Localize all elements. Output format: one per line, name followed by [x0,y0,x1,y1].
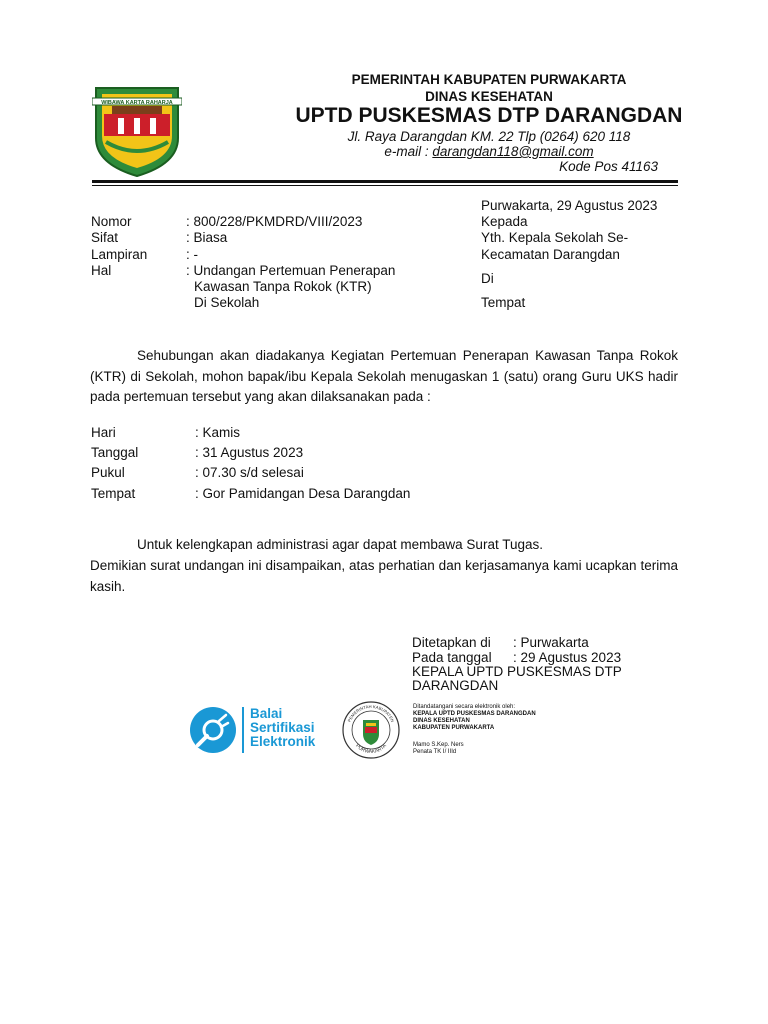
meta-label-sifat: Sifat [91,230,119,245]
sign-position-1: KEPALA UPTD PUSKESMAS DTP [412,664,622,679]
meta-value-nomor: : 800/228/PKMDRD/VIII/2023 [186,214,363,229]
meta-hal-line-3: Di Sekolah [194,295,260,310]
bse-word-3: Elektronik [250,734,316,749]
header-rule-thin [92,185,678,186]
sign-position-2: DARANGDAN [412,678,499,693]
esign-org-3: KABUPATEN PURWAKARTA [413,725,495,731]
esign-org-2: DINAS KESEHATAN [413,718,470,724]
header-department: DINAS KESEHATAN [425,89,553,104]
recipient-line-2: Kecamatan Darangdan [481,247,620,262]
emblem-banner-text: WIBAWA KARTA RAHARJA [101,100,173,106]
body-paragraph-3: Demikian surat undangan ini disampaikan, atas perhatian dan kerjasamanya kami ucapkan terima kasih. [90,558,678,594]
header-government: PEMERINTAH KABUPATEN PURWAKARTA [351,72,627,87]
postal-code: Kode Pos 41163 [559,159,658,174]
sign-ditetapkan-value: : Purwakarta [513,635,589,650]
esign-org-1: KEPALA UPTD PUSKESMAS DARANGDAN [413,711,536,717]
bse-word-1: Balai [250,706,283,721]
event-value-hari: : Kamis [195,425,241,440]
esign-intro: Ditandatangani secara elektronik oleh: [413,704,516,710]
bse-word-2: Sertifikasi [250,720,315,735]
recipient-line-1: Yth. Kepala Sekolah Se- [481,230,629,245]
header-email-line [200,143,768,160]
event-label-pukul: Pukul [91,465,125,480]
recipient-place: Tempat [481,295,526,310]
header-title: UPTD PUSKESMAS DTP DARANGDAN [295,104,683,127]
meta-label-lampiran: Lampiran [91,247,148,262]
recipient-di: Di [481,271,494,286]
email-link[interactable]: darangdan118@gmail.com [432,144,594,159]
stamp-text-bottom: PURWAKARTA [354,743,388,756]
meta-hal-line-2: Kawasan Tanpa Rokok (KTR) [194,279,372,294]
meta-value-sifat: : Biasa [186,230,228,245]
meta-label-hal: Hal [91,263,112,278]
purwakarta-regency-emblem [92,80,182,180]
meta-value-hal: : Undangan Pertemuan Penerapan [186,263,396,278]
event-value-tempat: : Gor Pamidangan Desa Darangdan [195,486,411,501]
meta-value-lampiran: : - [186,247,198,262]
bse-divider [242,707,244,753]
bse-wordmark [250,707,315,749]
meta-label-nomor: Nomor [91,214,132,229]
body-paragraph-2: Untuk kelengkapan administrasi agar dapat membawa Surat Tugas. [137,537,543,552]
bse-key-icon [190,707,236,753]
event-label-hari: Hari [91,425,116,440]
sign-ditetapkan-label: Ditetapkan di [412,635,491,650]
event-label-tanggal: Tanggal [91,445,139,460]
email-prefix: e-mail : [384,144,433,159]
esign-signer-name: Mamo S.Kep. Ners [413,742,464,748]
esign-signer-rank: Penata TK I/ IIId [413,749,457,755]
event-label-tempat: Tempat [91,486,136,501]
header-address: Jl. Raya Darangdan KM. 22 Tlp (0264) 620 118 [347,129,631,144]
header-rule-thick [92,180,678,183]
event-value-tanggal: : 31 Agustus 2023 [195,445,304,460]
event-value-pukul: : 07.30 s/d selesai [195,465,304,480]
regency-seal-stamp [341,700,401,760]
sign-tanggal-label: Pada tanggal [412,650,492,665]
recipient-kepada: Kepada [481,214,528,229]
letter-date: Purwakarta, 29 Agustus 2023 [481,198,658,213]
stamp-text-top: PEMERINTAH KABUPATEN [346,703,396,723]
sign-tanggal-value: : 29 Agustus 2023 [513,650,622,665]
body-paragraph-1: Sehubungan akan diadakanya Kegiatan Pertemuan Penerapan Kawasan Tanpa Rokok (KTR) di Sekolah, mohon bapak/ibu Kepala Sekolah menugaskan 1 (satu) orang Guru UKS hadir pada pertemuan tersebut yang akan dilaksanakan pada : [90,348,678,404]
